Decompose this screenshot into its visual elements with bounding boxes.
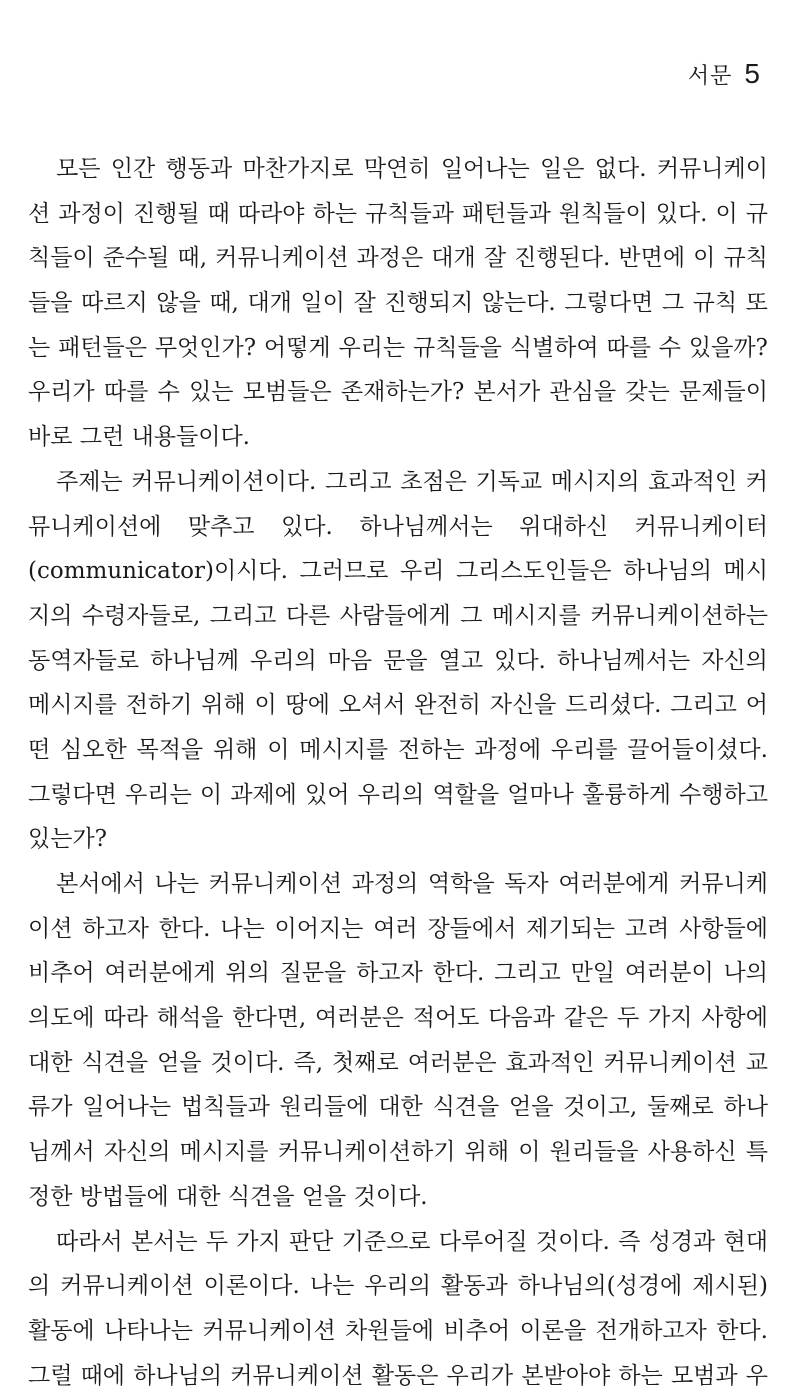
- text-line: 바로 그런 내용들이다.: [28, 424, 250, 451]
- text-line: 들을 따르지 않을 때, 대개 일이 잘 진행되지 않는다. 그렇다면 그 규칙 또: [28, 290, 768, 317]
- text-line: 님께서 자신의 메시지를 커뮤니케이션하기 위해 이 원리들을 사용하신 특: [28, 1139, 768, 1166]
- text-line: 뮤니케이션에 맞추고 있다. 하나님께서는 위대하신 커뮤니케이터: [28, 513, 768, 540]
- text-line: 션 과정이 진행될 때 따라야 하는 규칙들과 패턴들과 원칙들이 있다. 이 규: [28, 200, 768, 227]
- text-line: 류가 일어나는 법칙들과 원리들에 대한 식견을 얻을 것이고, 둘째로 하나: [28, 1094, 768, 1121]
- text-line: 의도에 따라 해석을 한다면, 여러분은 적어도 다음과 같은 두 가지 사항에: [28, 1005, 768, 1032]
- text-line: 이션 하고자 한다. 나는 이어지는 여러 장들에서 제기되는 고려 사항들에: [28, 915, 768, 942]
- text-line: 주제는 커뮤니케이션이다. 그리고 초점은 기독교 메시지의 효과적인 커: [56, 468, 768, 495]
- text-line: 동역자들로 하나님께 우리의 마음 문을 열고 있다. 하나님께서는 자신의: [28, 647, 768, 674]
- text-line: (communicator)이시다. 그러므로 우리 그리스도인들은 하나님의 메시: [28, 558, 768, 585]
- text-line: 비추어 여러분에게 위의 질문을 하고자 한다. 그리고 만일 여러분이 나의: [28, 960, 768, 987]
- section-title: 서문: [687, 64, 733, 89]
- text-line: 정한 방법들에 대한 식견을 얻을 것이다.: [28, 1183, 428, 1210]
- text-line: 지의 수령자들로, 그리고 다른 사람들에게 그 메시지를 커뮤니케이션하는: [28, 602, 768, 629]
- text-line: 의 커뮤니케이션 이론이다. 나는 우리의 활동과 하나님의(성경에 제시된): [28, 1273, 768, 1300]
- text-line: 있는가?: [28, 826, 107, 853]
- text-line: 메시지를 전하기 위해 이 땅에 오셔서 완전히 자신을 드리셨다. 그리고 어: [28, 692, 768, 719]
- running-head: [688, 58, 760, 90]
- text-line: 모든 인간 행동과 마찬가지로 막연히 일어나는 일은 없다. 커뮤니케이: [56, 156, 768, 182]
- text-line: 대한 식견을 얻을 것이다. 즉, 첫째로 여러분은 효과적인 커뮤니케이션 교: [28, 1049, 768, 1076]
- body-text: [28, 147, 768, 1398]
- text-line: 떤 심오한 목적을 위해 이 메시지를 전하는 과정에 우리를 끌어들이셨다.: [28, 736, 768, 763]
- text-line: 우리가 따를 수 있는 모범들은 존재하는가? 본서가 관심을 갖는 문제들이: [28, 379, 768, 406]
- text-line: 칙들이 준수될 때, 커뮤니케이션 과정은 대개 잘 진행된다. 반면에 이 규칙: [28, 245, 768, 272]
- text-line: 그렇다면 우리는 이 과제에 있어 우리의 역할을 얼마나 훌륭하게 수행하고: [28, 781, 768, 808]
- text-line: 는 패턴들은 무엇인가? 어떻게 우리는 규칙들을 식별하여 따를 수 있을까?: [28, 334, 768, 361]
- text-line: 본서에서 나는 커뮤니케이션 과정의 역학을 독자 여러분에게 커뮤니케: [56, 871, 768, 897]
- text-line: 따라서 본서는 두 가지 판단 기준으로 다루어질 것이다. 즉 성경과 현대: [56, 1228, 768, 1255]
- text-line: 그럴 때에 하나님의 커뮤니케이션 활동은 우리가 본받아야 하는 모범과 우: [28, 1362, 768, 1389]
- text-line: 활동에 나타나는 커뮤니케이션 차원들에 비추어 이론을 전개하고자 한다.: [28, 1317, 768, 1344]
- page-number: 5: [744, 58, 760, 89]
